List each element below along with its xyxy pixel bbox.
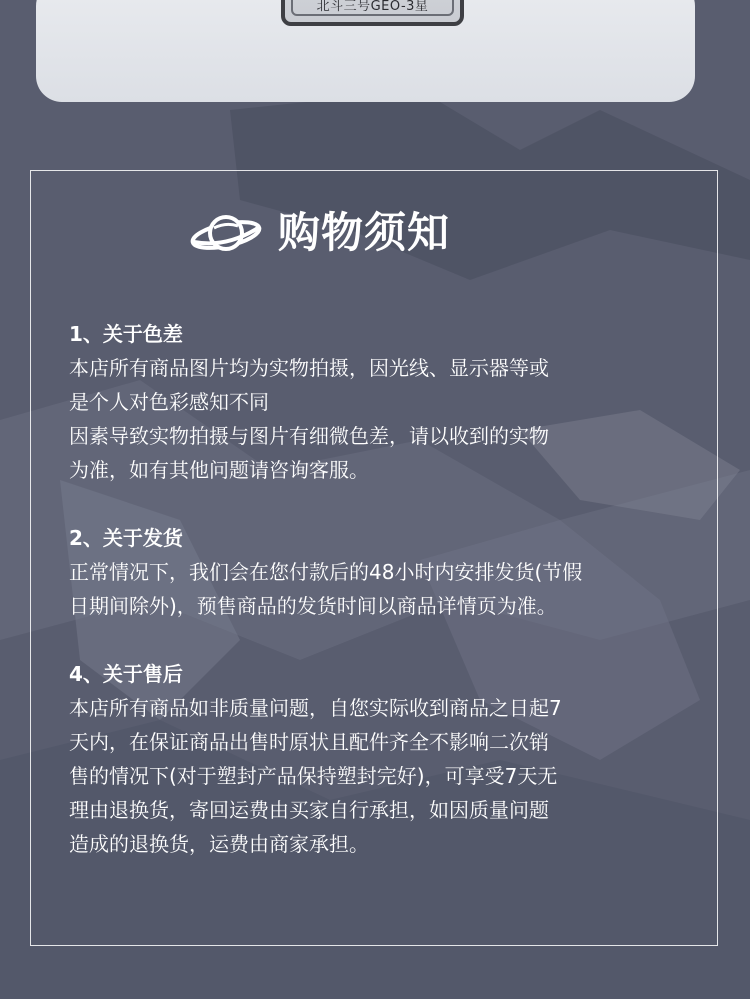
section-title: 2、关于发货 [69, 526, 183, 550]
body-line: 天内，在保证商品出售时原状且配件齐全不影响二次销 [69, 730, 549, 754]
body-line: 正常情况下，我们会在您付款后的48小时内安排发货(节假 [69, 560, 583, 584]
body-line: 本店所有商品图片均为实物拍摄，因光线、显示器等或 [69, 356, 549, 380]
notice-content [69, 317, 689, 895]
product-photo [36, 0, 695, 102]
product-label: 北斗三号GEO-3星 [316, 0, 429, 14]
section-body [69, 351, 689, 487]
section-body [69, 555, 689, 623]
body-line: 日期间除外)，预售商品的发货时间以商品详情页为准。 [69, 594, 557, 618]
body-line: 理由退换货，寄回运费由买家自行承担，如因质量问题 [69, 798, 549, 822]
body-line: 为准，如有其他问题请咨询客服。 [69, 458, 369, 482]
body-line: 造成的退换货，运费由商家承担。 [69, 832, 369, 856]
body-line: 因素导致实物拍摄与图片有细微色差，请以收到的实物 [69, 424, 549, 448]
planet-icon [188, 208, 264, 258]
section-body [69, 691, 689, 861]
section-title: 4、关于售后 [69, 662, 183, 686]
section-title: 1、关于色差 [69, 322, 183, 346]
body-line: 是个人对色彩感知不同 [69, 390, 269, 414]
notice-title: 购物须知 [278, 208, 451, 257]
notice-header [188, 207, 450, 259]
notice-section-color [69, 317, 689, 487]
notice-section-aftersales [69, 657, 689, 861]
body-line: 本店所有商品如非质量问题，自您实际收到商品之日起7 [69, 696, 562, 720]
product-pendant [281, 0, 464, 26]
body-line: 售的情况下(对于塑封产品保持塑封完好)，可享受7天无 [69, 764, 558, 788]
notice-section-shipping [69, 521, 689, 623]
